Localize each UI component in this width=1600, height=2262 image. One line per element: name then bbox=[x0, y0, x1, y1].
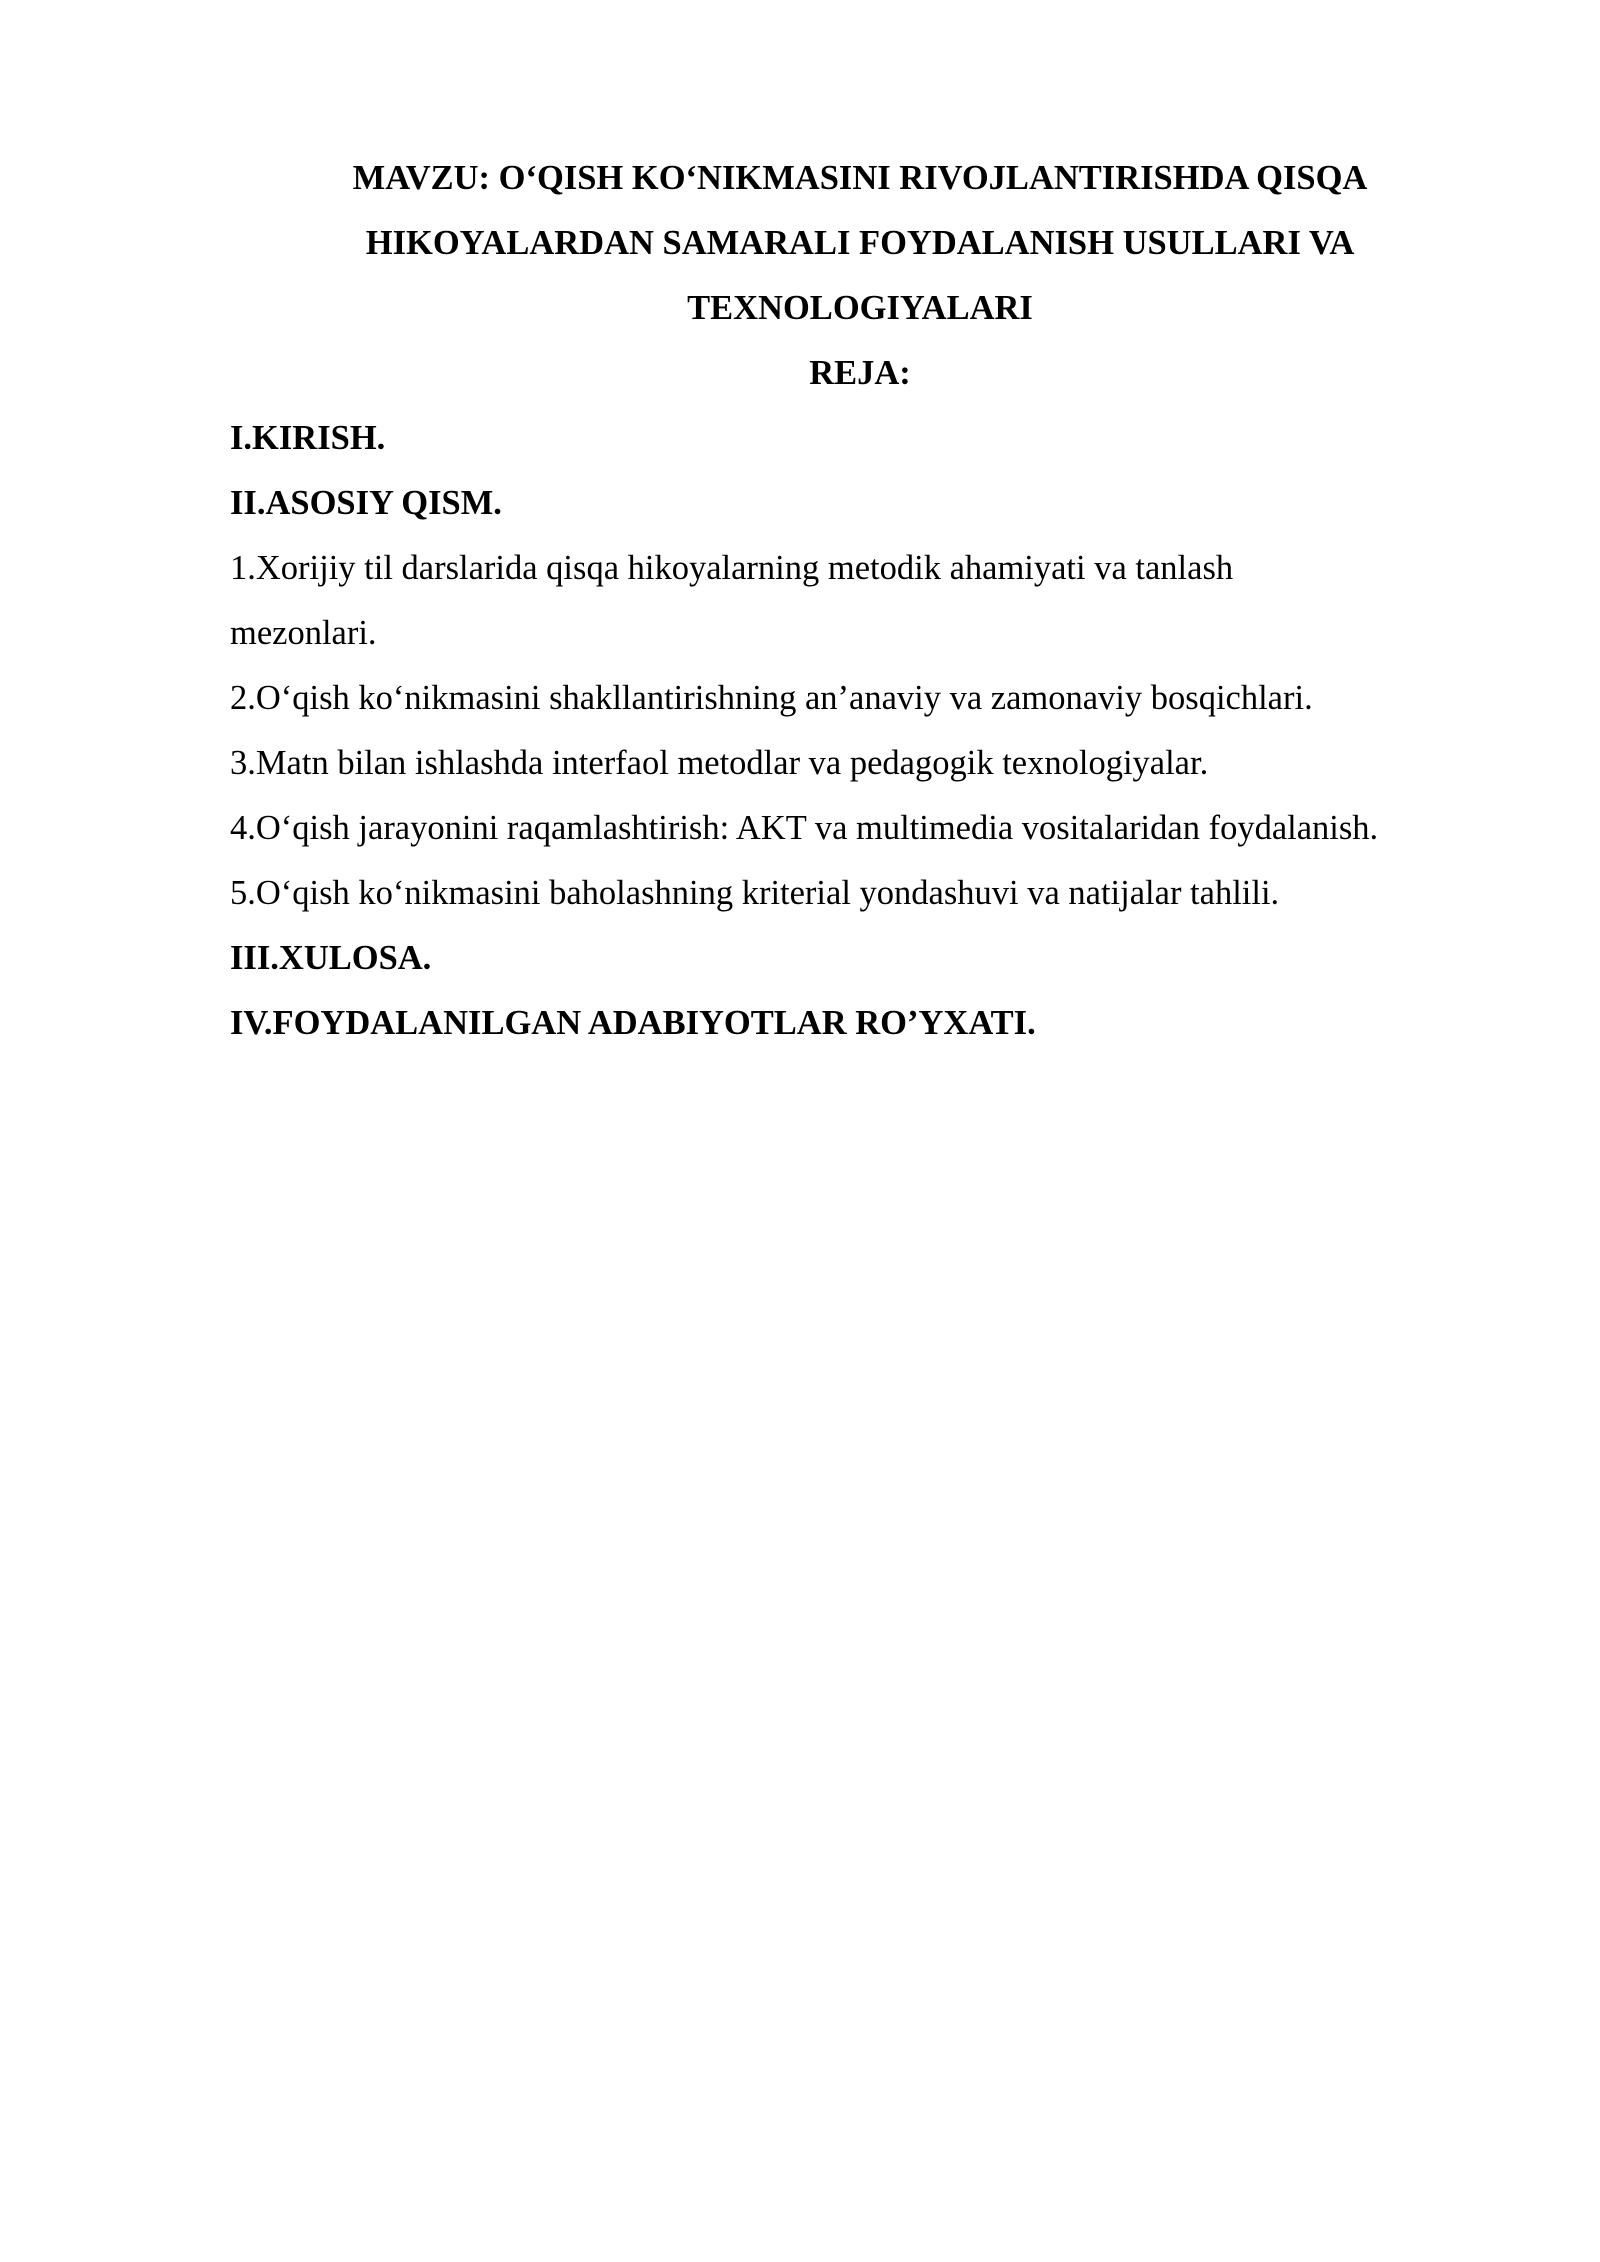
outline-item-4: 4.O‘qish jarayonini raqamlashtirish: AKT va multimedia vositalaridan foydalanish. bbox=[230, 809, 1379, 847]
outline-item-2: 2.O‘qish ko‘nikmasini shakllantirishning an’anaviy va zamonaviy bosqichlari. bbox=[230, 679, 1313, 717]
document-title bbox=[230, 146, 1490, 406]
outline-conclusion: III.XULOSA. bbox=[230, 939, 432, 977]
outline-main-part: II.ASOSIY QISM. bbox=[230, 484, 502, 522]
title-line-1: MAVZU: O‘QISH KO‘NIKMASINI RIVOJLANTIRISHDA QISQA bbox=[352, 159, 1368, 197]
outline-item-3: 3.Matn bilan ishlashda interfaol metodlar va pedagogik texnologiyalar. bbox=[230, 744, 1209, 782]
outline-intro: I.KIRISH. bbox=[230, 419, 386, 457]
outline-item-5: 5.O‘qish ko‘nikmasini baholashning kriterial yondashuvi va natijalar tahlili. bbox=[230, 874, 1280, 912]
document-content bbox=[230, 146, 1490, 1056]
title-line-2: HIKOYALARDAN SAMARALI FOYDALANISH USULLARI VA bbox=[365, 224, 1355, 262]
outline-item-1: 1.Xorijiy til darslarida qisqa hikoyalarning metodik ahamiyati va tanlash mezonlari. bbox=[230, 549, 1234, 652]
plan-heading: REJA: bbox=[809, 354, 911, 392]
outline-references: IV.FOYDALANILGAN ADABIYOTLAR RO’YXATI. bbox=[230, 1004, 1036, 1042]
title-line-3: TEXNOLOGIYALARI bbox=[687, 289, 1033, 327]
plan-outline bbox=[230, 406, 1490, 1056]
